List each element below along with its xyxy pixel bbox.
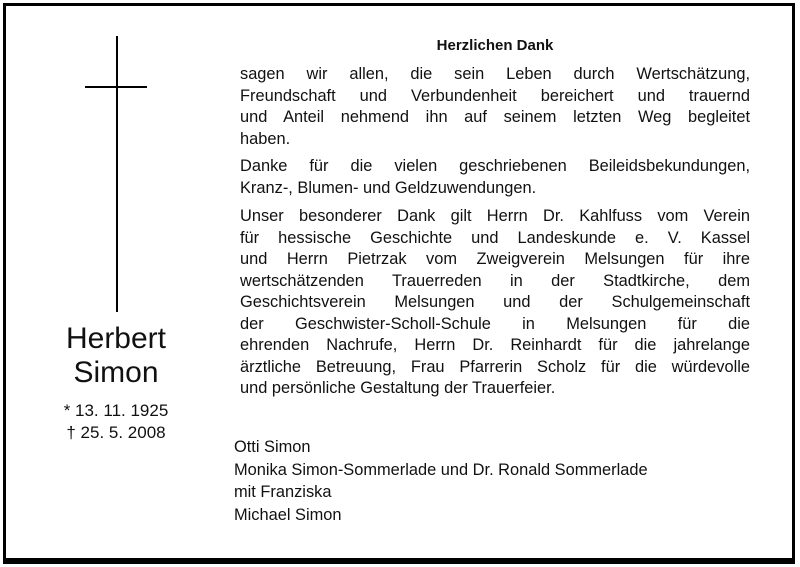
text-line: haben.: [240, 129, 291, 148]
text-line: für hessische Geschichte und Landeskunde e. V. Kassel: [240, 228, 750, 247]
deceased-last-name: Simon: [73, 356, 159, 389]
text-line: und persönliche Gestaltung der Trauerfeier.: [240, 379, 556, 397]
death-date: † 25. 5. 2008: [66, 423, 166, 442]
text-line: ehrenden Nachrufe, Herrn Dr. Reinhardt für die jahrelange: [240, 336, 750, 354]
text-line: der Geschwister-Scholl-Schule in Melsungen für die: [240, 314, 750, 333]
text-line: wertschätzenden Trauerreden in der Stadtkirche, dem: [240, 271, 750, 290]
text-line: und Anteil nehmend ihn auf seinem letzten Weg begleitet: [240, 108, 750, 126]
text-line: sagen wir allen, die sein Leben durch Wertschätzung,: [240, 65, 750, 83]
signer-name: Otti Simon: [234, 438, 311, 456]
signer-name: mit Franziska: [234, 483, 332, 501]
cross-icon-bar: [85, 86, 147, 88]
thanks-paragraph-2: [240, 156, 750, 199]
text-line: und Herrn Pietrzak vom Zweigverein Melsungen für ihre: [240, 250, 750, 268]
thanks-paragraph-3: [240, 206, 750, 400]
cross-icon: [116, 36, 118, 312]
text-line: Unser besonderer Dank gilt Herrn Dr. Kahlfuss vom Verein: [240, 207, 750, 225]
text-line: Kranz-, Blumen- und Geldzuwendungen.: [240, 178, 537, 197]
birth-date: * 13. 11. 1925: [63, 401, 169, 420]
deceased-first-name: Herbert: [65, 322, 167, 355]
text-line: ärztliche Betreuung, Frau Pfarrerin Scholz für die würdevolle: [240, 357, 750, 376]
signer-name: Monika Simon-Sommerlade und Dr. Ronald Sommerlade: [234, 460, 648, 479]
signer-name: Michael Simon: [234, 505, 342, 524]
notice-heading: Herzlichen Dank: [436, 37, 554, 54]
text-line: Danke für die vielen geschriebenen Beileidsbekundungen,: [240, 157, 750, 175]
thanks-paragraph-1: [240, 64, 750, 150]
text-line: Freundschaft und Verbundenheit bereichert und trauernd: [240, 86, 750, 105]
signers-list: [234, 436, 774, 526]
text-line: Geschichtsverein Melsungen und der Schulgemeinschaft: [240, 293, 750, 311]
